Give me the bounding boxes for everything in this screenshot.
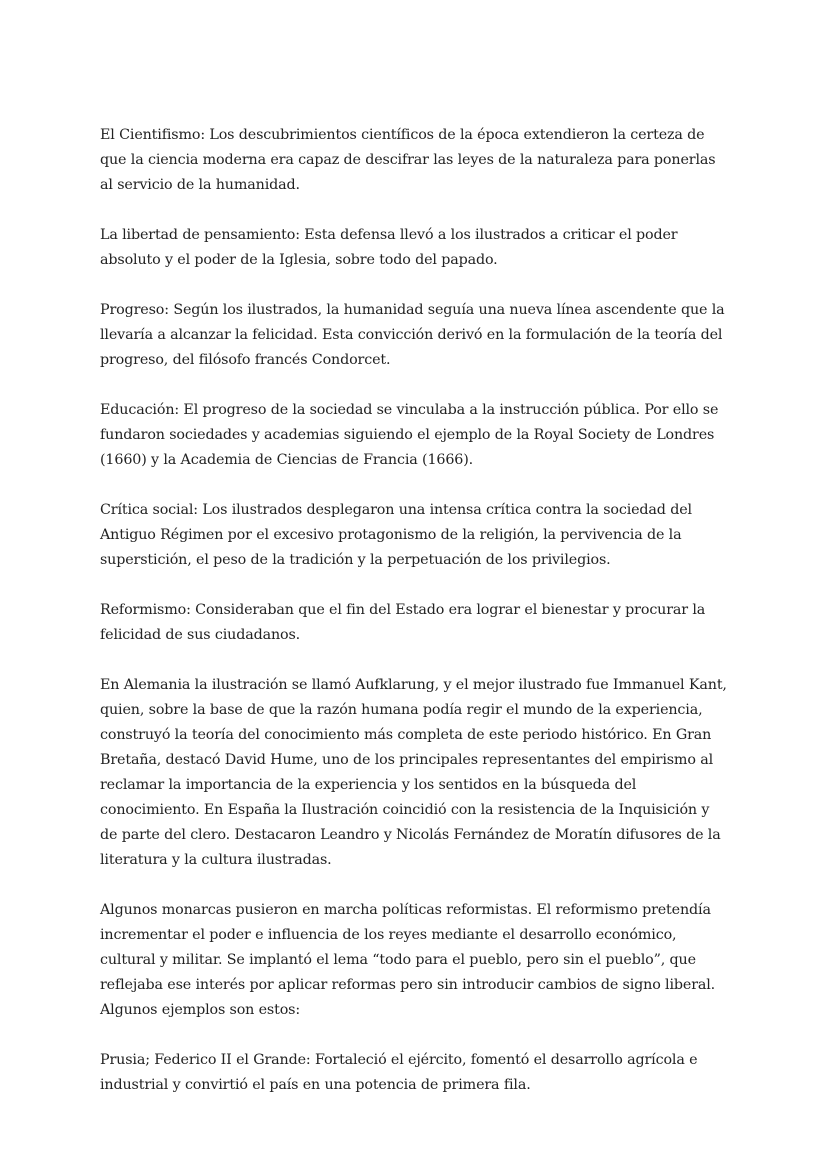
paragraph-libertad-pensamiento: La libertad de pensamiento: Esta defensa llevó a los ilustrados a criticar el poder absoluto y el poder de la Iglesia, sobre todo del papado. [100,227,678,268]
paragraph-prusia: Prusia; Federico II el Grande: Fortaleció el ejército, fomentó el desarrollo agrícola e industrial y convirtió el país en una potencia de primera fila. [100,1052,698,1093]
paragraph-reformismo: Reformismo: Consideraban que el fin del Estado era lograr el bienestar y procurar la felicidad de sus ciudadanos. [100,602,706,643]
document-page [100,123,730,1123]
paragraph-educacion: Educación: El progreso de la sociedad se vinculaba a la instrucción pública. Por ello se fundaron sociedades y academias siguiendo el ejemplo de la Royal Society de Londres (1660) y la Academia de Ciencias de Francia (1666). [100,402,719,468]
paragraph-cientifismo: El Cientifismo: Los descubrimientos científicos de la época extendieron la certeza de que la ciencia moderna era capaz de descifrar las leyes de la naturaleza para ponerlas al servicio de la humanidad. [100,127,716,193]
paragraph-progreso: Progreso: Según los ilustrados, la humanidad seguía una nueva línea ascendente que la llevaría a alcanzar la felicidad. Esta convicción derivó en la formulación de la teoría del progreso, del filósofo francés Condorcet. [100,302,725,368]
paragraph-ilustracion-europa: En Alemania la ilustración se llamó Aufklarung, y el mejor ilustrado fue Immanuel Kant, quien, sobre la base de que la razón humana podía regir el mundo de la experiencia, construyó la teoría del conocimiento más completa de este periodo histórico. En Gran Bretaña, destacó David Hume, uno de los principales representantes del empirismo al reclamar la importancia de la experiencia y los sentidos en la búsqueda del conocimiento. En España la Ilustración coincidió con la resistencia de la Inquisición y de parte del clero. Destacaron Leandro y Nicolás Fernández de Moratín difusores de la literatura y la cultura ilustradas. [100,677,727,868]
paragraph-monarcas-reformistas: Algunos monarcas pusieron en marcha políticas reformistas. El reformismo pretendía incrementar el poder e influencia de los reyes mediante el desarrollo económico, cultural y militar. Se implantó el lema “todo para el pueblo, pero sin el pueblo”, que reflejaba ese interés por aplicar reformas pero sin introducir cambios de signo liberal. Algunos ejemplos son estos: [100,902,716,1018]
paragraph-critica-social: Crítica social: Los ilustrados desplegaron una intensa crítica contra la sociedad del Antiguo Régimen por el excesivo protagonismo de la religión, la pervivencia de la superstición, el peso de la tradición y la perpetuación de los privilegios. [100,502,692,568]
